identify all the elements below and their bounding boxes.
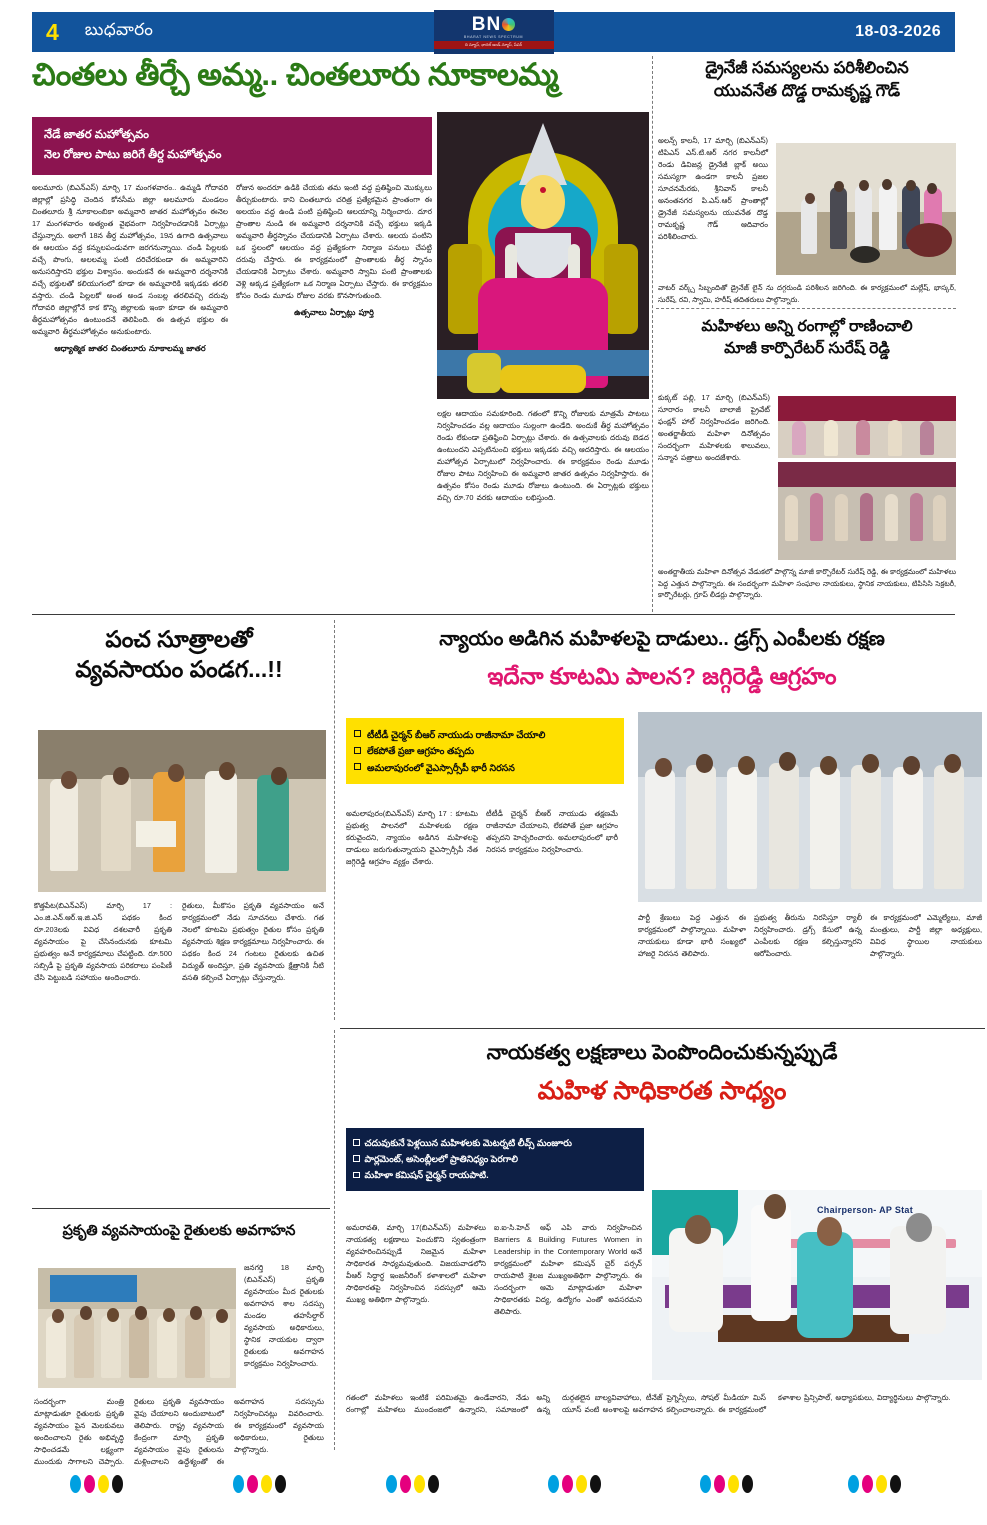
agri-column-2 xyxy=(182,900,324,988)
ap-state-chairperson-panel-photo xyxy=(652,1190,982,1380)
registration-mark-group xyxy=(386,1475,439,1493)
divider-horizontal-right-1 xyxy=(656,308,956,309)
cyan-dot-icon xyxy=(386,1475,397,1493)
cyan-dot-icon xyxy=(848,1475,859,1493)
logo-wordmark: BN xyxy=(472,15,515,34)
empower-headline-line1: నాయకత్వ లక్షణాలు పెంపొందించుకున్నప్పుడే xyxy=(486,1041,838,1064)
drainage-headline-line2: యువనేత దొడ్డ రామకృష్ణ గౌడ్ xyxy=(713,81,901,100)
page-number: 4 xyxy=(46,18,59,45)
yellow-dot-icon xyxy=(414,1475,425,1493)
square-bullet-icon xyxy=(354,747,361,754)
yellow-dot-icon xyxy=(576,1475,587,1493)
jaggireddy-column-1 xyxy=(346,808,478,872)
yellow-dot-icon xyxy=(876,1475,887,1493)
yellow-dot-icon xyxy=(261,1475,272,1493)
magenta-dot-icon xyxy=(562,1475,573,1493)
main-subhead-line1: నేడే జాతర మహోత్సవం xyxy=(44,129,150,141)
empower-bullet-item xyxy=(353,1169,637,1183)
empower-bullet-item xyxy=(353,1153,637,1167)
yellow-dot-icon xyxy=(98,1475,109,1493)
empower-headline-line2: మహిళ సాధికారత సాధ్యం xyxy=(537,1077,787,1105)
square-bullet-icon xyxy=(353,1155,360,1162)
panel-banner-text: Chairperson- AP Stat xyxy=(817,1205,914,1216)
drainage-headline-line1: డ్రైనేజీ సమస్యలను పరిశీలించిన xyxy=(705,59,909,77)
square-bullet-icon xyxy=(354,763,361,770)
divider-vertical-lower xyxy=(334,1030,335,1450)
divider-vertical-top xyxy=(652,56,653,612)
natural-farming-col1-text: జనగర్తి 18 మార్చి (బిఎన్ఎస్) ప్రకృతి వ్యవసాయం మీద రైతులకు అవగాహన శాల సదస్సు మండల తహసీల్దార్ వ్యవసాయ అధికారులు, స్థానిక నాయకుల ద్వారా రైతులకు అవగాహన కార్యక్రమం నిర్వహించారు. xyxy=(244,1263,324,1368)
magenta-dot-icon xyxy=(84,1475,95,1493)
corporator-col1-text: కుక్కట్ పల్లి, 17 మార్చి (బిఎన్ఎస్) సూరారం కాలనీ బాలాజీ ప్రైవేట్ ఫంక్షన్ హాల్ నిర్వహించడం జరిగింది. అంతర్జాతీయ మహిళా దినోత్సవం సందర్భంగా మహిళలకు శాలువలు, సన్మాన పత్రాలు అందజేశారు. xyxy=(658,393,770,462)
weekday-label: బుధవారం xyxy=(84,20,154,39)
black-dot-icon xyxy=(275,1475,286,1493)
registration-mark-group xyxy=(233,1475,286,1493)
corporator-caption: అంతర్జాతీయ మహిళా దినోత్సవ వేడుకలో పాల్గొన్న మాజీ కార్పొరేటర్ సురేష్ రెడ్డి, ఈ కార్యక్రమంలో మహిళలు పెద్ద ఎత్తున పాల్గొన్నారు. ఈ సందర్భంగా మహిళా సంఘాల నాయకులు, స్థానిక నాయకులు, టిపిసిసి సెక్రటరీ, కార్పొరేటర్లు, గ్రూప్ లీడర్లు పాల్గొన్నారు. xyxy=(658,567,956,600)
empower-column-3 xyxy=(346,1392,982,1416)
empower-col3-text: గతంలో మహిళలు ఇంటికే పరిమితమై ఉండేవారని, నేడు అన్ని రంగాల్లో మహిళలు ముందంజలో ఉన్నారని, సమాజంలో ఉన్న దుర్గతలైన బాల్యవివాహాలు, టీనేజ్ ప్రెగ్నెన్సీలు, సోషల్ మీడియా మిస్ యూస్ వంటి అంశాలపై అవగాహన కల్పించాలన్నారు. ఈ కార్యక్రమంలో కళాశాల ప్రిన్సిపాల్, అధ్యాపకులు, విద్యార్థినులు పాల్గొన్నారు. xyxy=(346,1393,951,1414)
ysrcp-protest-photo xyxy=(638,712,982,902)
corporator-headline-line1: మహిళలు అన్ని రంగాల్లో రాణించాలి xyxy=(701,318,913,335)
main-subheading-2: ఉత్సవాలు ఏర్పాట్లు పూర్తి xyxy=(294,307,374,317)
women-day-function-photo xyxy=(778,396,956,458)
registration-mark-group xyxy=(70,1475,123,1493)
bullet-text: అమలాపురంలో వైఎస్సార్సీపీ భారీ నిరసన xyxy=(367,761,515,773)
jaggireddy-column-2 xyxy=(486,808,618,860)
main-col3-text: లక్షల ఆదాయం సమకూరింది. గతంలో కొన్ని రోజులకు మాత్రమే పాటలు నిర్వహించడం వల్ల ఆదాయం సుల్లంగా ఉండేది. అందుకే తీర్ధ మహోత్సవం రెండు లేకుండా ప్రతిష్ఠించి ఏర్పాట్లు చేశారు. ఈ ఉత్సవాలకు దరువు బెడద ఉంటుందని ఎప్పటినుంచి భక్తులు ఇక్కడకు వచ్చి ఆదరిస్తారు. ఈ ఆలయం మహోత్సవ ఏర్పాటులో నిర్వహించారు. ఈ కార్యక్రమం రెండు మూడు రోజుల పాటు నిర్వహించి ఈ అమ్మవారి జాతర ఉత్సవం నిర్వహిస్తారు. ఈ ఉత్సవం కోసం రెండు మూడు రోజులు ఉంటుంది. ఈ ఏర్పాట్లకు భక్తులు వచ్చి రూ.70 వరకు ఆదాయం లభిస్తుంది. xyxy=(437,409,649,502)
main-column-3 xyxy=(437,408,649,508)
main-column-1 xyxy=(32,182,228,360)
main-subhead-line2: నెల రోజుల పాటు జరిగే తీర్ద మహోత్సవం xyxy=(44,148,222,161)
divider-horizontal-lower-left xyxy=(32,1208,330,1209)
drainage-caption: వాటర్ వర్క్స్ సిబ్బందితో డ్రైనేజ్ లైన్ ను దగ్గరుండి పరిశీలన జరిగింది. ఈ కార్యక్రమంలో మల్లేష్, భాస్కర్, సురేష్, రవి, స్వామి, హరీష్ తదితరులు పాల్గొన్నారు. xyxy=(658,283,956,304)
jaggireddy-bullet-item xyxy=(354,761,616,775)
square-bullet-icon xyxy=(353,1139,360,1146)
natural-farming-col2-text: సందర్భంగా మంత్రి మాట్లాడుతూ రైతులకు ప్రకృతి వ్యవసాయం పైన మెలకువలు అందించాలని రైతు అభివృద్ధి సాధించడమే లక్ష్యంగా ముందుకు సాగాలని చెప్పారు. రైతులు ప్రకృతి వ్యవసాయం వైపు చేయాలని అందుబాటులో తెలిపారు. రాష్ట్ర వ్యవసాయ కేంద్రంగా మార్చి ప్రకృతి వ్యవసాయం వైపు రైతులను మళ్లించాలని ఉద్దేశ్యంతో ఈ అవగాహన సదస్సును నిర్వహించినట్లు వివరించారు. ఈ కార్యక్రమంలో వ్యవసాయ అధికారులు, రైతులు పాల్గొన్నారు. xyxy=(34,1397,324,1466)
empower-bullet-item xyxy=(353,1137,637,1151)
main-col2-text: రోజున అందరూ ఉడికి చేయకు తమ ఇంటి వద్ద ప్రతిష్ఠించి మొక్కులు తీర్చుకుంటారు. కాని చింతలూరు చరిత్ర ప్రత్యేకమైన ప్రాంతంగా ఈ అలయం వద్ద ఉండి పంటి ప్రతిష్ఠించి ఆలయాన్ని నిర్మించారు. దూర ప్రాంతాల నుండి ఈ అమ్మవారి దర్శనానికి వచ్చే భక్తులు ఇక్కడి అమ్మవారి తీర్ధస్నానం చేయడానికి ఏర్పాటు చేశారు. ఆలయ పంటిని ఒక స్థలంలో ఆలయం వద్ద ప్రత్యేకంగా నిర్మాణ పనులు చేపట్టి దరువు చేస్తారు. ఈ కార్యక్రమంలో ప్రాంతాలకు తీర్ధ స్నానం చేయడానికి ఏర్పాటు చేశారు. అమ్మవారి స్వామి పంటి ప్రాంతాలకు వెళ్లి అక్కడ ప్రత్యేకంగా ఒక నిర్మాణ ఏర్పాటు చేస్తారు. ఈ కార్యక్రమం కోసం రెండు మూడు రోజుల వరకు కొనసాగుతుంది. xyxy=(236,183,432,300)
agri-headline xyxy=(34,625,324,685)
black-dot-icon xyxy=(590,1475,601,1493)
drainage-column-1 xyxy=(658,135,768,247)
women-day-group-photo xyxy=(778,462,956,560)
main-col1-text: అలమూరు (బిఎన్ఎస్) మార్చి 17 మంగళవారం.. ఉమ్మడి గోదావరి జిల్లాల్లో ప్రసిద్ధి చెందిన కోనసీమ జిల్లా అలమూరు మండలం చింతలూరు శ్రీ నూకాలంబికా అమ్మవారి జాతర మహోత్సవం ఈనెల 17 మంగళవారం అత్యంత వైభవంగా నిర్వహించడానికి ఏర్పాట్లు చేస్తున్నారు. అలాగే 18న తీర్ద మహోత్సవం, 19న ఉగాది ఉత్సవాలు ఈ ఆలయం వద్ద కన్నులపండువగా జరగనున్నాయి. చండి పిల్లలకు వచ్చే పొంగు, అలలమ్మ పంటి దరిచేరకుండా ఈ అమ్మవారిని అనుసరిస్తారని భక్తుల విశ్వాసం. అందుకనే ఈ అమ్మవారి దర్శనానికి వచ్చే భక్తులతో కలియుగంలో కూడా ఈ అమ్మవారికి ఇక్కడకు తరలి వస్తారు. చండి పిల్లలకో అంత అండ సంబల్ల తరలివచ్చి దరువు గోదావరి జిల్లాల్లోనే కాక కొన్ని జిల్లాలకు ఇంకా కూడా ఈ అమ్మవారి తీర్థమహోత్సవం ఉంటుందనే తెలిపింది. ఈ ఉత్సవ భక్తుల ఈ అమ్మవారి తీర్థమహోత్సవం అనుకుంటారు. xyxy=(32,183,228,336)
logo-tagline: BHARAT NEWS SPECTRUM xyxy=(463,34,524,39)
main-headline: చింతలు తీర్చే అమ్మ.. చింతలూరు నూకాలమ్మ xyxy=(32,57,559,92)
yellow-dot-icon xyxy=(728,1475,739,1493)
black-dot-icon xyxy=(890,1475,901,1493)
empower-col1-text: అమరావతి, మార్చి 17(బిఎన్ఎస్) మహిళలు నాయకత్వ లక్షణాలు పెంచుకొని స్వతంత్రంగా వ్యవహరించినప్పుడే నిజమైన మహిళా సాధికారత సాధ్యమవుతుంది. విజయవాడలోని వీఆర్ సిద్ధార్థ ఇంజనీరింగ్ కళాశాలలో మహిళా సాధికారతపై నిర్వహించిన సదస్సులో ఆమె ముఖ్య అతిథిగా పాల్గొన్నారు. xyxy=(346,1223,486,1304)
agri-column-1 xyxy=(34,900,172,988)
issue-date: 18-03-2026 xyxy=(855,23,941,40)
empower-col2-text: ఐ.ఐ-సి.హెచ్ ఆఫ్ ఎపి వారు నిర్వహించిన Barriers & Building Futures Women in Leadership in the Contemporary World అనే కార్యక్రమంలో మహిళా కమిషన్ చైర్ పర్సన్ రాయపాటి శైలజ ముఖ్యఅతిథిగా పాల్గొన్నారు. ఈ సందర్భంగా ఆమె మాట్లాడుతూ మహిళా సాధికారతకు విద్య, ఉద్యోగం ఎంతో అవసరమని తెలిపారు. xyxy=(494,1223,642,1316)
drainage-col1-text: అలన్స్ కాలనీ, 17 మార్చి (బిఎన్ఎస్) టిపిఎస్ ఎస్.టి.ఆర్ నగర కాలనీలో రెండు డివిజన్ల డ్రైనేజీ బ్లాక్ అయి సమస్యగా ఉండగా కాలనీ ప్రజల సూచనమేరకు, శ్రీనివాస్ కాలనీ అనంతనగర పి.ఎస్.ఆర్ ప్రాంతాల్లో డ్రైనేజీ సమస్యలను యువనేత దొడ్డ రామకృష్ణ గౌడ్ ఆదివారం పరిశీలించారు. xyxy=(658,136,768,241)
agri-headline-line2: వ్యవసాయం పండగ...!! xyxy=(75,655,283,682)
corporator-headline-line2: మాజీ కార్పొరేటర్ సురేష్ రెడ్డి xyxy=(724,339,890,357)
square-bullet-icon xyxy=(354,730,361,737)
jaggireddy-column-3 xyxy=(638,912,746,964)
main-subhead-box xyxy=(32,117,432,175)
bullet-text: టీటీడీ చైర్మన్ బీఆర్ నాయుడు రాజీనామా చేయాలి xyxy=(367,728,546,740)
agri-col1-text: కొత్తపేట(బిఎన్ఎస్) మార్చి 17 : ఎం.జి.ఎన్.ఆర్.ఇ.జి.ఎస్ పథకం కింద రూ.203లకు వివిధ దశలవారీ ప్రకృతి వ్యవసాయం పై చేసినందునకు కూటమి ప్రభుత్వం అనే కార్యక్రమాలు చేపట్టింది. రూ.500 సబ్సిడీ పై ప్రకృతి వ్యవసాయ పరికరాలు పంపిణీ చేసి పెట్టుబడి సహాయం అందించారు. xyxy=(34,901,172,982)
bns-logo xyxy=(434,10,554,54)
bullet-text: పార్లమెంట్, అసెంబ్లీలలో ప్రాతినిధ్యం పెరగాలి xyxy=(364,1153,518,1164)
jaggireddy-column-4 xyxy=(754,912,862,964)
agri-headline-line1: పంచ సూత్రాలతో xyxy=(105,626,253,652)
square-bullet-icon xyxy=(353,1172,360,1179)
divider-vertical-mid xyxy=(334,620,335,1020)
corporator-headline xyxy=(658,316,956,359)
logo-telugu-tagline: ది న్యూస్, ఛానల్ అండ్ న్యూస్, పేపర్ xyxy=(434,41,554,49)
jaggireddy-bullet-item xyxy=(354,728,616,742)
magenta-dot-icon xyxy=(247,1475,258,1493)
registration-mark-group xyxy=(700,1475,753,1493)
bullet-text: లేకపోతే ప్రజా ఆగ్రహం తప్పదు xyxy=(367,745,475,757)
drainage-headline xyxy=(658,57,956,103)
empower-bullet-box xyxy=(346,1128,644,1191)
drainage-inspection-photo xyxy=(776,143,956,275)
deity-illustration xyxy=(437,112,649,399)
natural-farming-column-1 xyxy=(244,1262,324,1374)
natural-farming-headline: ప్రకృతి వ్యవసాయంపై రైతులకు అవగాహన xyxy=(62,1223,296,1239)
jaggireddy-col5-text: ఈ కార్యక్రమంలో ఎమ్మెల్యేలు, మాజీ మంత్రులు, పార్టీ జిల్లా అధ్యక్షులు, వివిధ స్థాయిల నాయకులు పాల్గొన్నారు. xyxy=(870,913,982,958)
jaggireddy-headline-line2: ఇదేనా కూటమి పాలన? జగ్గిరెడ్డి ఆగ్రహం xyxy=(487,663,837,689)
main-subheading-1: ఆధ్యాత్మిక జాతర చింతలూరు నూకాలమ్మ జాతర xyxy=(54,343,206,353)
divider-horizontal-mid xyxy=(32,614,955,615)
agri-col2-text: రైతులు, మీకొసం ప్రకృతి వ్యవసాయం అనే కార్యక్రమంలో నేడు సూచనలు చేశారు. గత నెలలో కూటమి ప్రభుత్వం రైతుల కోసం ప్రకృతి వ్యవసాయ శిక్షణ కార్యక్రమాలు నిర్వహించారు. ఈ పథకం కింద 24 గంటలు రైతులకు ఉచిత విద్యుత్ అందిస్తూ, ప్రతి వ్యవసాయ క్షేత్రానికి నీటి వసతి కల్పించే ఏర్పాట్లు చేస్తున్నారు. xyxy=(182,901,324,982)
cyan-dot-icon xyxy=(233,1475,244,1493)
jaggireddy-col2-text: టీటీడీ చైర్మన్ బీఆర్ నాయుడు తక్షణమే రాజీనామా చేయాలని, లేకపోతే ప్రజా ఆగ్రహం తప్పదని హెచ్చరించారు. అమలాపురంలో భారీ నిరసన కార్యక్రమం నిర్వహించారు. xyxy=(486,809,618,854)
natural-farming-awareness-photo xyxy=(38,1268,236,1388)
black-dot-icon xyxy=(742,1475,753,1493)
magenta-dot-icon xyxy=(714,1475,725,1493)
divider-horizontal-lower-right xyxy=(340,1028,985,1029)
registration-mark-group xyxy=(548,1475,601,1493)
logo-swirl-icon xyxy=(502,18,515,31)
bullet-text: చదువుకునే పెళ్లయిన మహిళలకు మెటర్నటి లీవ్స్ మంజూరు xyxy=(364,1137,572,1148)
jaggireddy-bullet-box xyxy=(346,718,624,784)
nookalamma-deity-photo xyxy=(437,112,649,399)
black-dot-icon xyxy=(428,1475,439,1493)
bullet-text: మహిళా కమిషన్ చైర్మన్ రాయపాటి. xyxy=(364,1170,489,1181)
empower-column-2 xyxy=(494,1222,642,1322)
corporator-column-1 xyxy=(658,392,770,468)
jaggireddy-headline-line1: న్యాయం అడిగిన మహిళలపై దాడులు.. డ్రగ్స్ ఎంపీలకు రక్షణ xyxy=(439,628,885,650)
jaggireddy-col3-text: పార్టీ శ్రేణులు పెద్ద ఎత్తున ఈ కార్యక్రమంలో పాల్గొన్నాయి. మహిళా నాయకులు కూడా భారీ సంఖ్యలో హాజరై నిరసన తెలిపారు. xyxy=(638,913,746,958)
jaggireddy-col1-text: అమలాపురం(బిఎన్ఎస్) మార్చి 17 : కూటమి ప్రభుత్వ పాలనలో మహిళలకు రక్షణ కరువైందని, న్యాయం అడిగిన మహిళలపై దాడులు జరుగుతున్నాయని వైఎస్సార్సీపీ నేత జగ్గిరెడ్డి ఆగ్రహం వ్యక్తం చేశారు. xyxy=(346,809,478,866)
cyan-dot-icon xyxy=(700,1475,711,1493)
natural-farming-column-2 xyxy=(34,1396,324,1468)
empower-column-1 xyxy=(346,1222,486,1310)
cyan-dot-icon xyxy=(70,1475,81,1493)
black-dot-icon xyxy=(112,1475,123,1493)
masthead-bar xyxy=(32,12,955,52)
jaggireddy-bullet-item xyxy=(354,744,616,758)
main-column-2 xyxy=(236,182,432,324)
magenta-dot-icon xyxy=(400,1475,411,1493)
farmers-kit-distribution-photo xyxy=(38,730,326,892)
cyan-dot-icon xyxy=(548,1475,559,1493)
magenta-dot-icon xyxy=(862,1475,873,1493)
jaggireddy-col4-text: ప్రభుత్వ తీరును నిరసిస్తూ ర్యాలీ నిర్వహించారు. డ్రగ్స్ కేసులో ఉన్న ఎంపీలకు రక్షణ కల్పిస్తున్నారని ఆరోపించారు. xyxy=(754,913,862,958)
cmyk-registration-bar xyxy=(0,1475,987,1497)
registration-mark-group xyxy=(848,1475,901,1493)
jaggireddy-column-5 xyxy=(870,912,982,964)
